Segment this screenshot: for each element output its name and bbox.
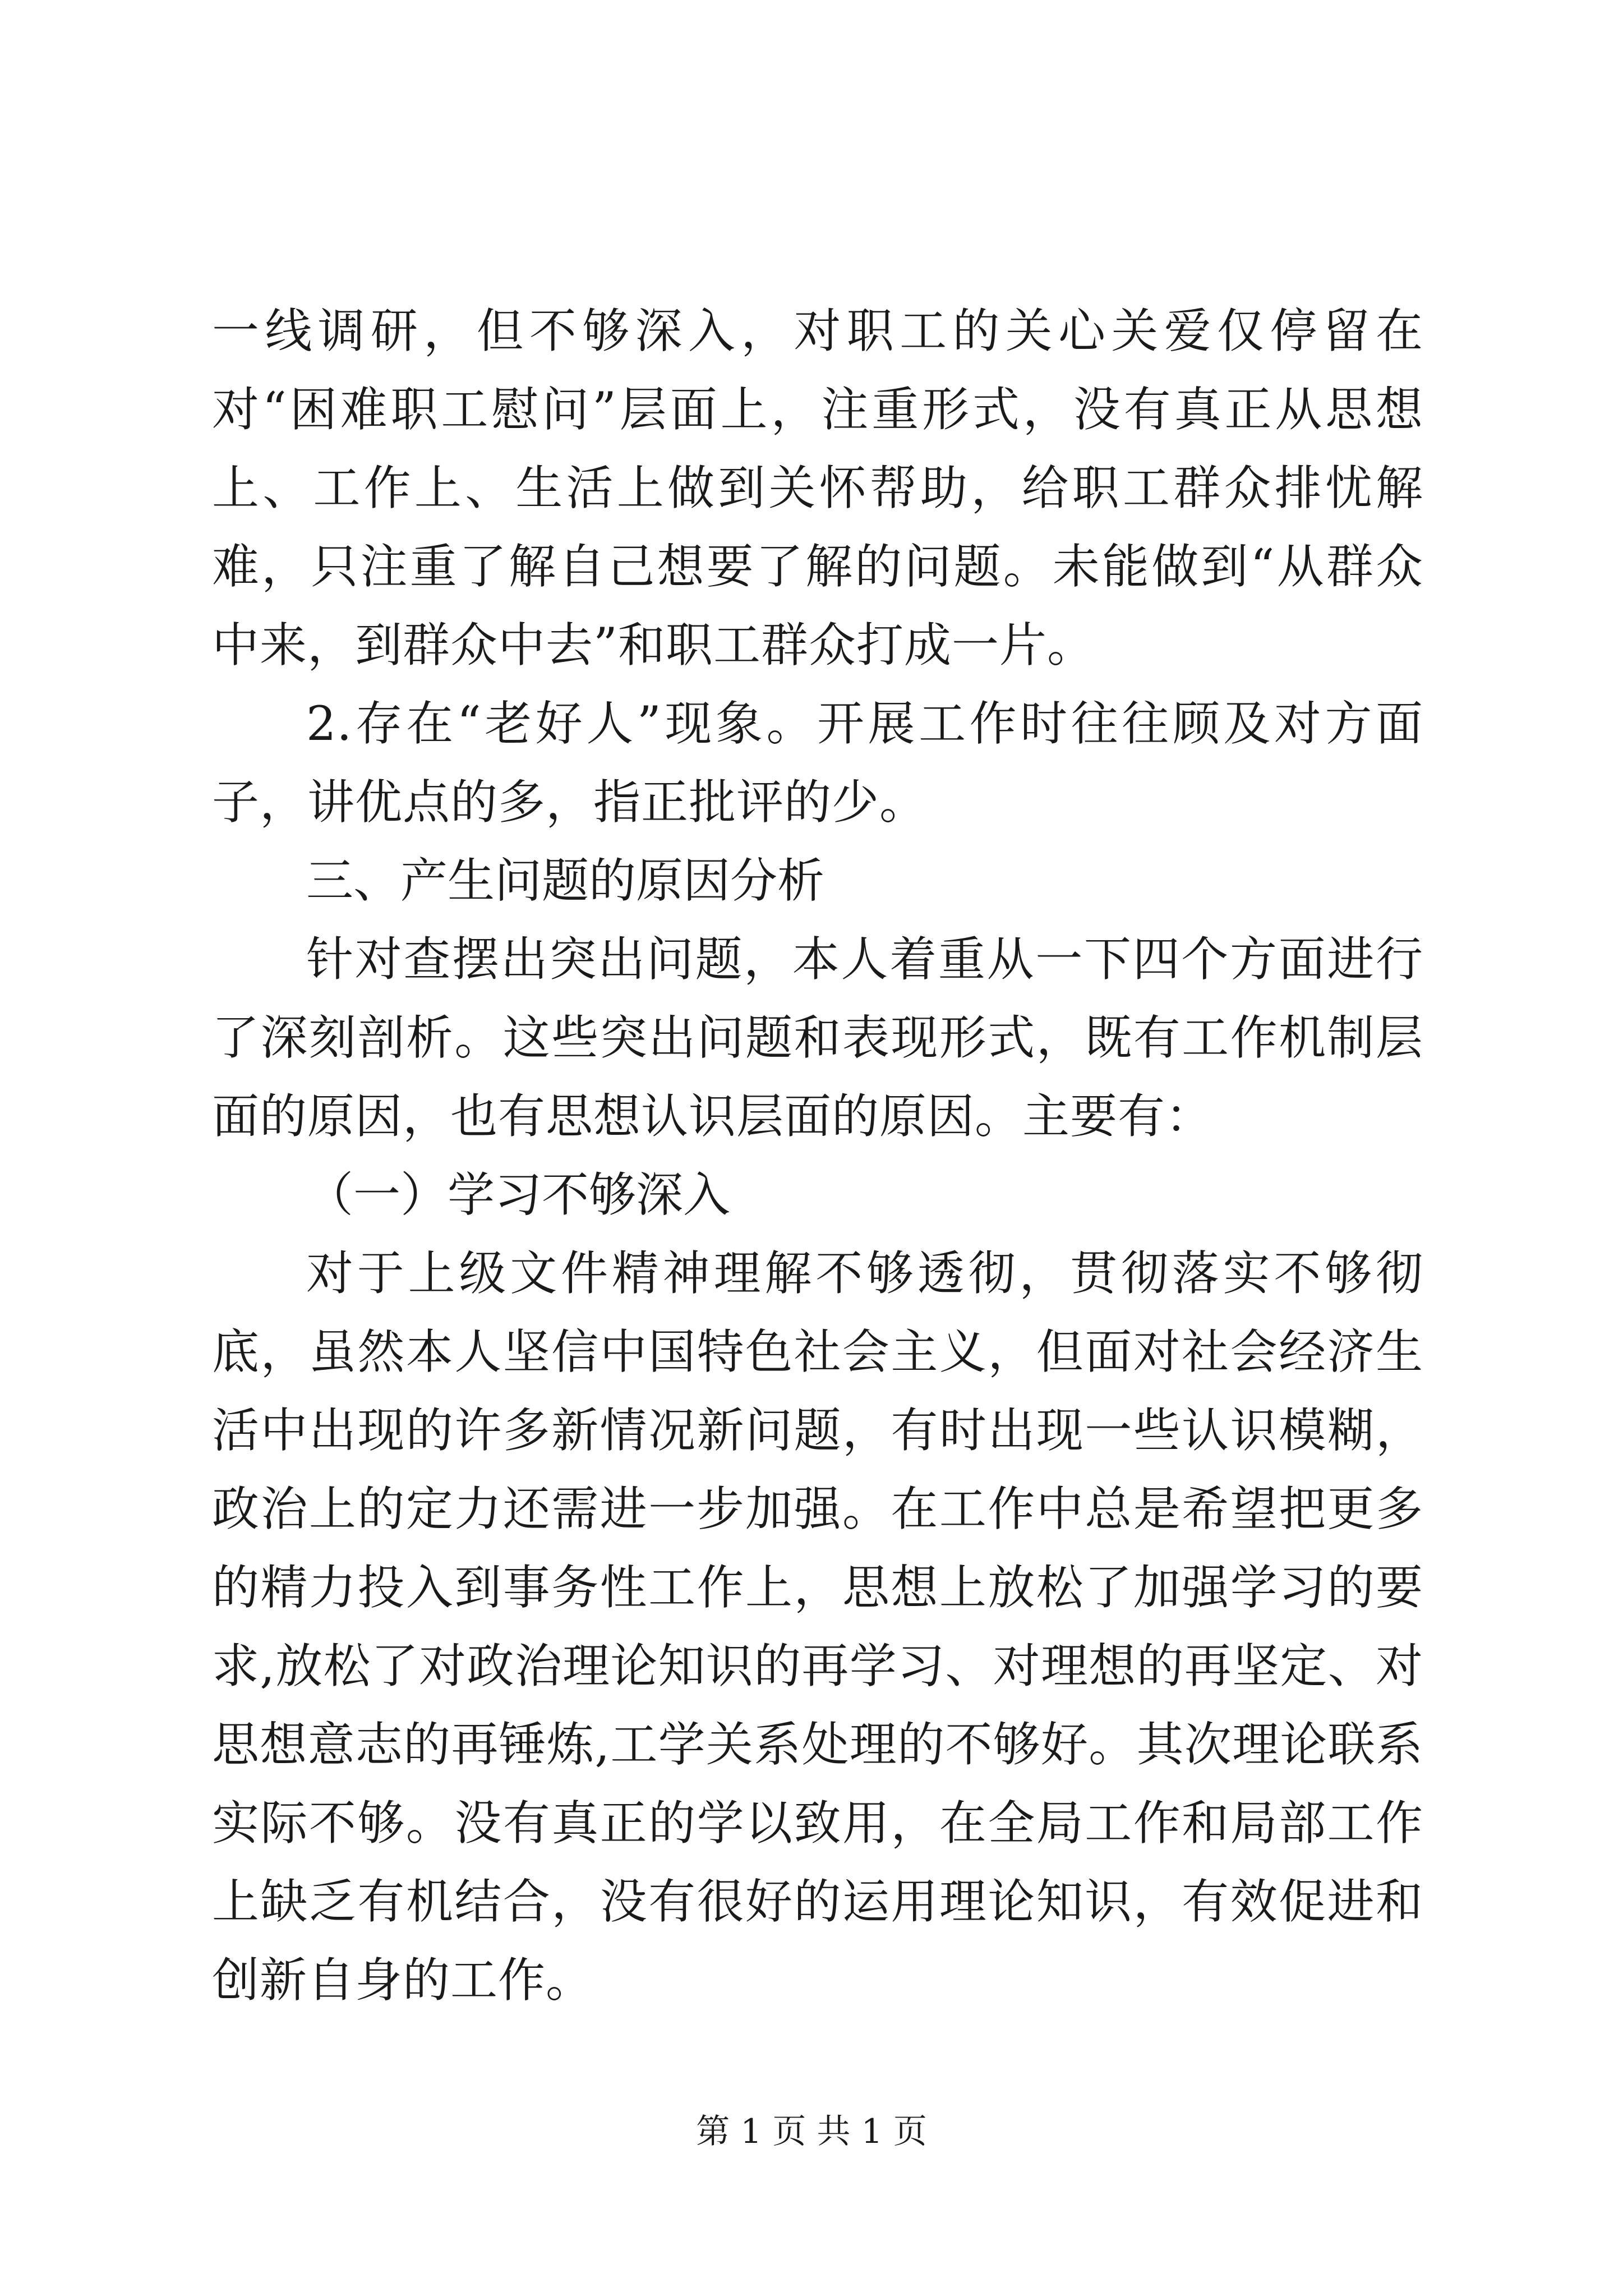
- paragraph-continuation: 一线调研，但不够深入，对职工的关心关爱仅停留在对“困难职工慰问”层面上，注重形式，没有真正从思想上、工作上、生活上做到关怀帮助，给职工群众排忧解难，只注重了解自己想要了解的问题。未能做到“从群众中来，到群众中去”和职工群众打成一片。: [212, 303, 1423, 673]
- document-body: [212, 292, 1423, 2019]
- page-footer: [0, 2109, 1623, 2154]
- page-number-label: 第 1 页 共 1 页: [696, 2112, 927, 2151]
- paragraph-item-2: 2.存在“老好人”现象。开展工作时往往顾及对方面子，讲优点的多，指正批评的少。: [212, 696, 1423, 830]
- paragraph-study-analysis: 对于上级文件精神理解不够透彻，贯彻落实不够彻底，虽然本人坚信中国特色社会主义，但面对社会经济生活中出现的许多新情况新问题，有时出现一些认识模糊，政治上的定力还需进一步加强。在工作中总是希望把更多的精力投入到事务性工作上，思想上放松了加强学习的要求,放松了对政治理论知识的再学习、对理想的再坚定、对思想意志的再锤炼,工学关系处理的不够好。其次理论联系实际不够。没有真正的学以致用，在全局工作和局部工作上缺乏有机结合，没有很好的运用理论知识，有效促进和创新自身的工作。: [212, 1246, 1423, 2008]
- section-heading-3: 三、产生问题的原因分析: [306, 853, 825, 908]
- subsection-heading-1: （一）学习不够深入: [306, 1167, 731, 1222]
- paragraph-analysis-intro: 针对查摆出突出问题，本人着重从一下四个方面进行了深刻剖析。这些突出问题和表现形式，既有工作机制层面的原因，也有思想认识层面的原因。主要有：: [212, 932, 1423, 1144]
